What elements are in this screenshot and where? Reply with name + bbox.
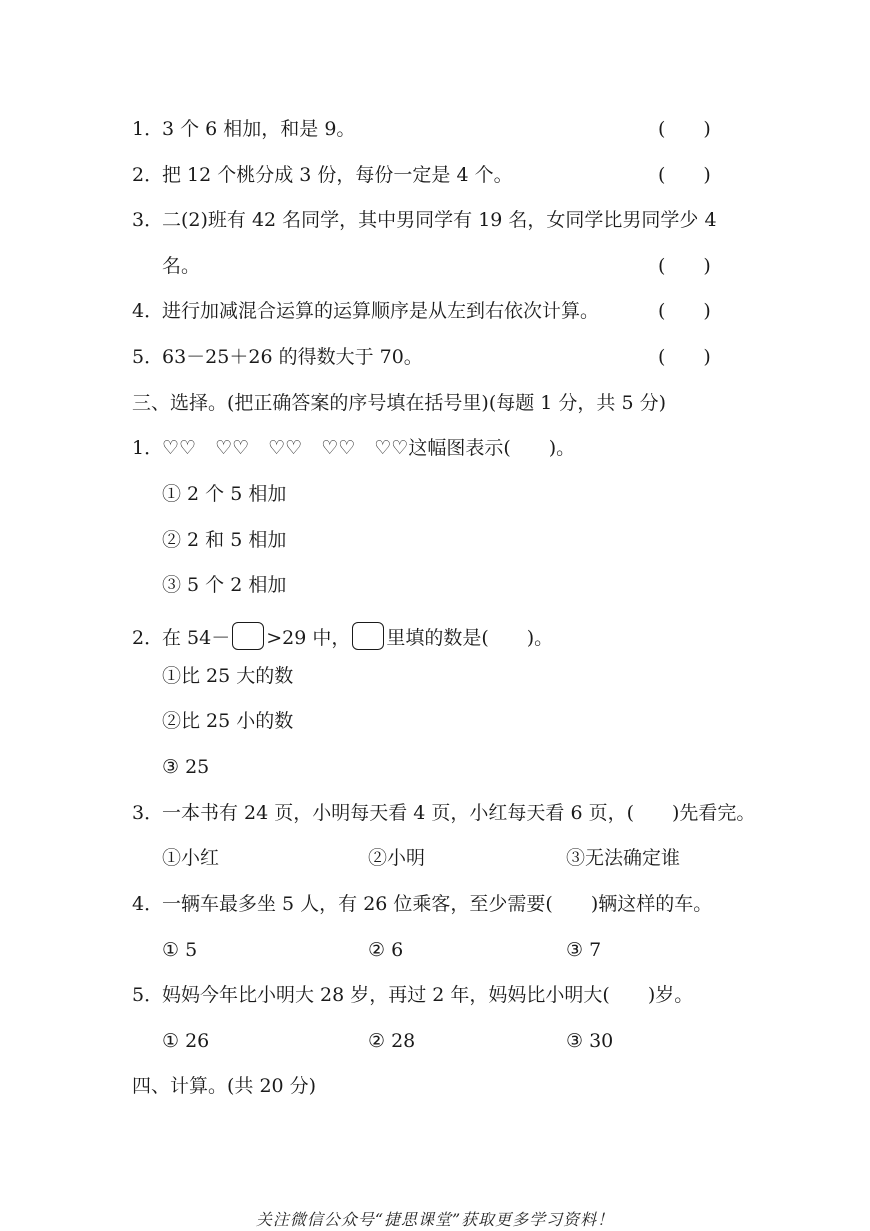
option-q4-1: ① 5: [162, 939, 198, 961]
option-q2-1: ①比 25 大的数: [162, 665, 294, 687]
question-text-part2: >29 中，: [266, 627, 351, 649]
option-q3-1: ①小红: [162, 847, 220, 869]
choice-question-1: [132, 436, 575, 460]
item-number: 1．: [132, 118, 164, 140]
item-number: 2．: [132, 164, 164, 186]
item-text-continued: 名。: [162, 255, 201, 277]
option-q1-2: ② 2 和 5 相加: [162, 529, 287, 551]
choice-question-2: [132, 622, 553, 650]
option-q2-2: ②比 25 小的数: [162, 710, 294, 732]
item-text: 63－25＋26 的得数大于 70。: [162, 346, 423, 368]
item-text: 3 个 6 相加，和是 9。: [162, 118, 356, 140]
answer-paren-1[interactable]: ( ): [658, 118, 711, 140]
judgement-item-5: [132, 345, 423, 369]
option-q3-3: ③无法确定谁: [566, 847, 681, 869]
item-text: 进行加减混合运算的运算顺序是从左到右依次计算。: [162, 300, 600, 322]
item-number: 3．: [132, 209, 164, 231]
question-text-part3: 里填的数是( )。: [386, 627, 554, 649]
item-text: 把 12 个桃分成 3 份，每份一定是 4 个。: [162, 164, 513, 186]
judgement-item-2: [132, 163, 513, 187]
answer-paren-2[interactable]: ( ): [658, 164, 711, 186]
section-3-heading: 三、选择。(把正确答案的序号填在括号里)(每题 1 分，共 5 分): [132, 392, 666, 414]
hearts-picture: ♡♡ ♡♡ ♡♡ ♡♡ ♡♡: [162, 437, 409, 459]
blank-box-icon: [232, 622, 264, 650]
blank-box-icon: [352, 622, 384, 650]
option-q4-2: ② 6: [368, 939, 404, 961]
option-q2-3: ③ 25: [162, 756, 210, 778]
option-q1-3: ③ 5 个 2 相加: [162, 574, 287, 596]
question-number: 5．: [132, 984, 164, 1006]
option-q5-3: ③ 30: [566, 1030, 614, 1052]
question-number: 3．: [132, 802, 164, 824]
judgement-item-3-continued: [132, 254, 200, 278]
question-text-part1: 在 54－: [162, 627, 231, 649]
question-text: 妈妈今年比小明大 28 岁，再过 2 年，妈妈比小明大( )岁。: [162, 984, 694, 1006]
answer-paren-3[interactable]: ( ): [658, 255, 711, 277]
option-q4-3: ③ 7: [566, 939, 602, 961]
item-number: 4．: [132, 300, 164, 322]
choice-question-5: [132, 983, 693, 1007]
section-4-heading: 四、计算。(共 20 分): [132, 1075, 317, 1097]
option-q3-2: ②小明: [368, 847, 426, 869]
choice-question-3: [132, 801, 755, 825]
question-text: 一本书有 24 页，小明每天看 4 页，小红每天看 6 页，( )先看完。: [162, 802, 756, 824]
judgement-item-3: [132, 208, 717, 232]
question-text: 一辆车最多坐 5 人，有 26 位乘客，至少需要( )辆这样的车。: [162, 893, 713, 915]
judgement-item-4: [132, 299, 599, 323]
answer-paren-5[interactable]: ( ): [658, 346, 711, 368]
choice-question-4: [132, 892, 712, 916]
question-text: 这幅图表示( )。: [408, 437, 576, 459]
question-number: 1．: [132, 437, 164, 459]
judgement-item-1: [132, 117, 355, 141]
footer-note: 关注微信公众号“捷思课堂”获取更多学习资料！: [255, 1210, 615, 1229]
option-q5-2: ② 28: [368, 1030, 416, 1052]
question-number: 2．: [132, 627, 164, 649]
item-text: 二(2)班有 42 名同学，其中男同学有 19 名，女同学比男同学少 4: [162, 209, 717, 231]
item-number: 5．: [132, 346, 164, 368]
option-q1-1: ① 2 个 5 相加: [162, 483, 287, 505]
option-q5-1: ① 26: [162, 1030, 210, 1052]
answer-paren-4[interactable]: ( ): [658, 300, 711, 322]
question-number: 4．: [132, 893, 164, 915]
